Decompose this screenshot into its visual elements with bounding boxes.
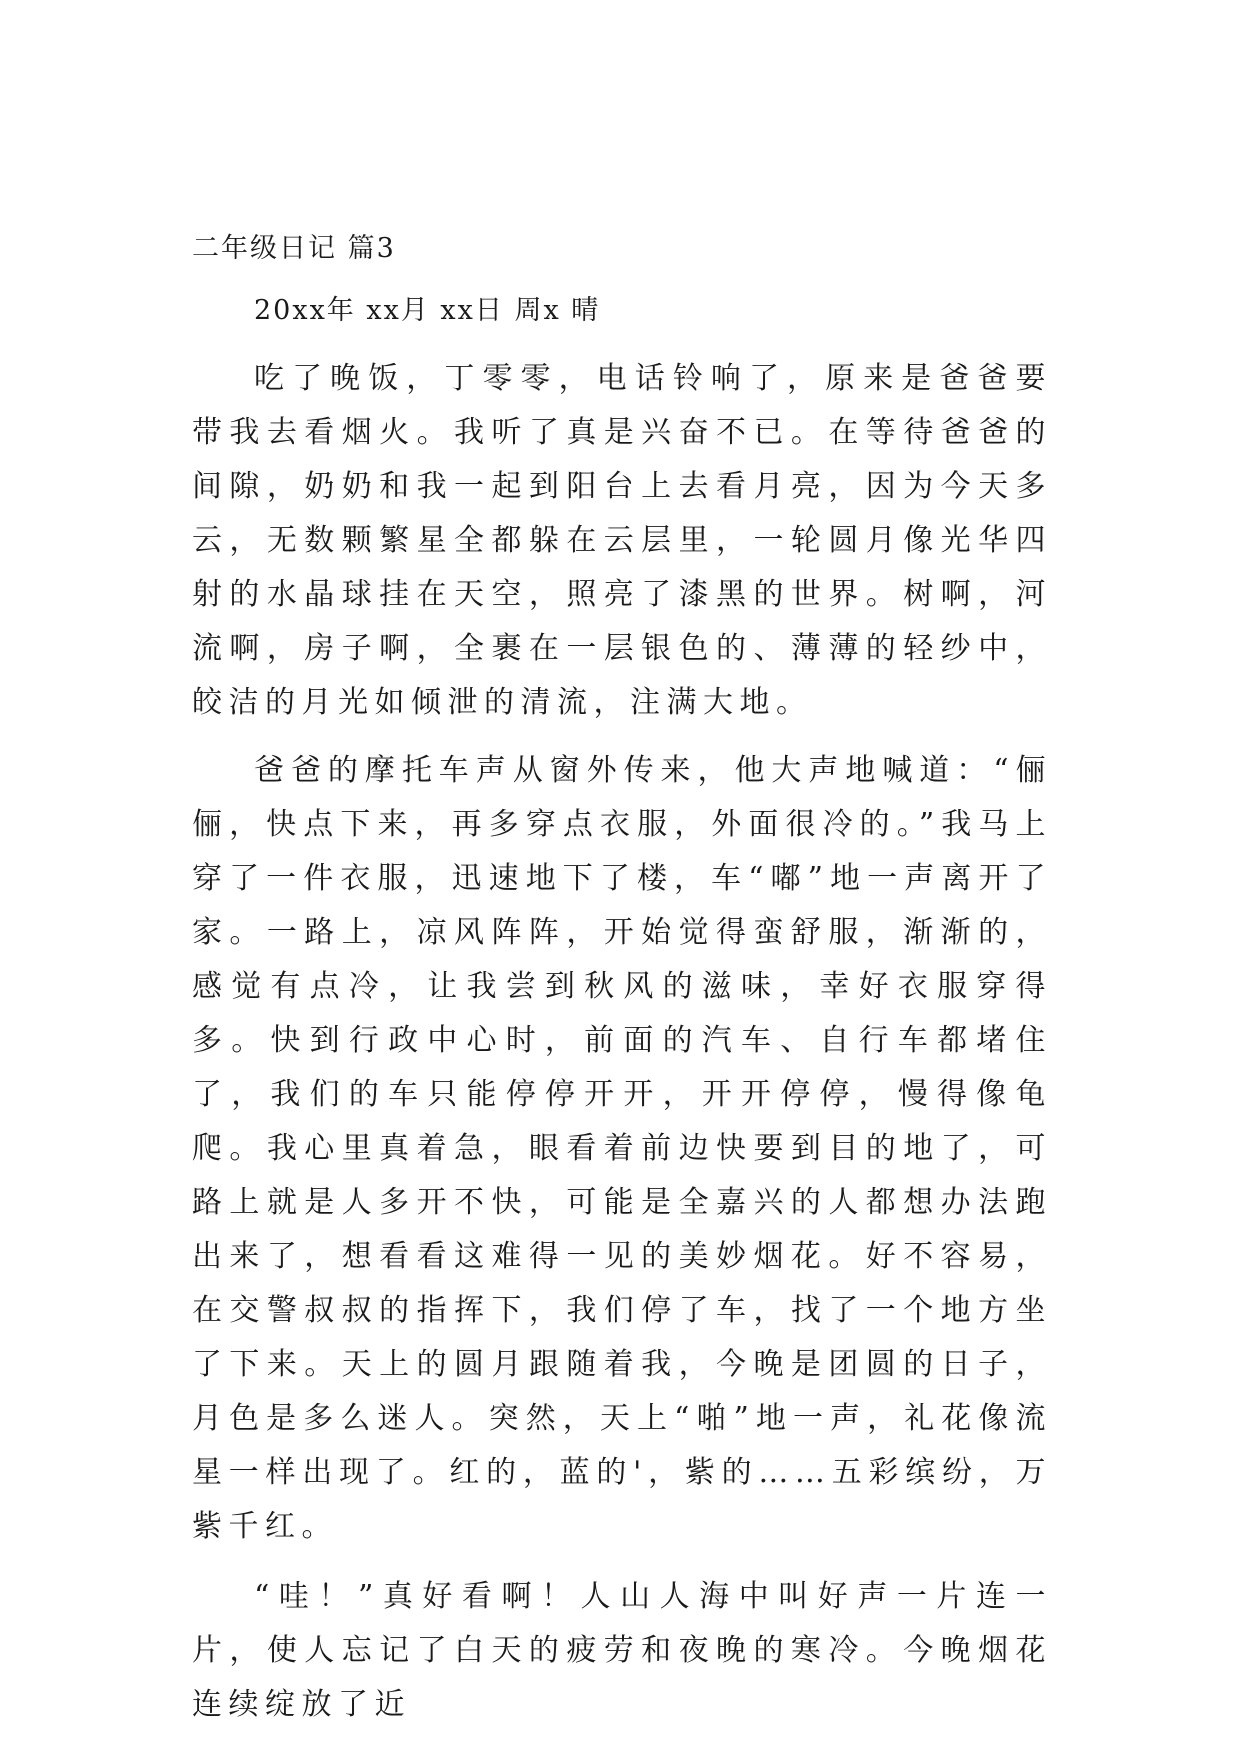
paragraph-3: “哇！”真好看啊！人山人海中叫好声一片连一片，使人忘记了白天的疲劳和夜晚的寒冷。今晚烟花连续绽放了近 <box>192 1579 1052 1722</box>
paragraph-2: 爸爸的摩托车声从窗外传来，他大声地喊道：“俪俪，快点下来，再多穿点衣服，外面很冷的。”我马上穿了一件衣服，迅速地下了楼，车“嘟”地一声离开了家。一路上，凉风阵阵，开始觉得蛮舒服，渐渐的，感觉有点冷，让我尝到秋风的滋味，幸好衣服穿得多。快到行政中心时，前面的汽车、自行车都堵住了，我们的车只能停停开开，开开停停，慢得像龟爬。我心里真着急，眼看着前边快要到目的地了，可路上就是人多开不快，可能是全嘉兴的人都想办法跑出来了，想看看这难得一见的美妙烟花。好不容易，在交警叔叔的指挥下，我们停了车，找了一个地方坐了下来。天上的圆月跟随着我，今晚是团圆的日子，月色是多么迷人。突然，天上“啪”地一声，礼花像流星一样出现了。红的，蓝的'，紫的……五彩缤纷，万紫千红。 <box>192 753 1052 1544</box>
date-line: 20xx年 xx月 xx日 周x 晴 <box>254 295 601 326</box>
document-body <box>192 218 1052 1734</box>
document-title: 二年级日记 篇3 <box>192 233 396 264</box>
paragraph-1: 吃了晚饭，丁零零，电话铃响了，原来是爸爸要带我去看烟火。我听了真是兴奋不已。在等待爸爸的间隙，奶奶和我一起到阳台上去看月亮，因为今天多云，无数颗繁星全都躲在云层里，一轮圆月像光华四射的水晶球挂在天空，照亮了漆黑的世界。树啊，河流啊，房子啊，全裹在一层银色的、薄薄的轻纱中，皎洁的月光如倾泄的清流，注满大地。 <box>192 361 1052 720</box>
